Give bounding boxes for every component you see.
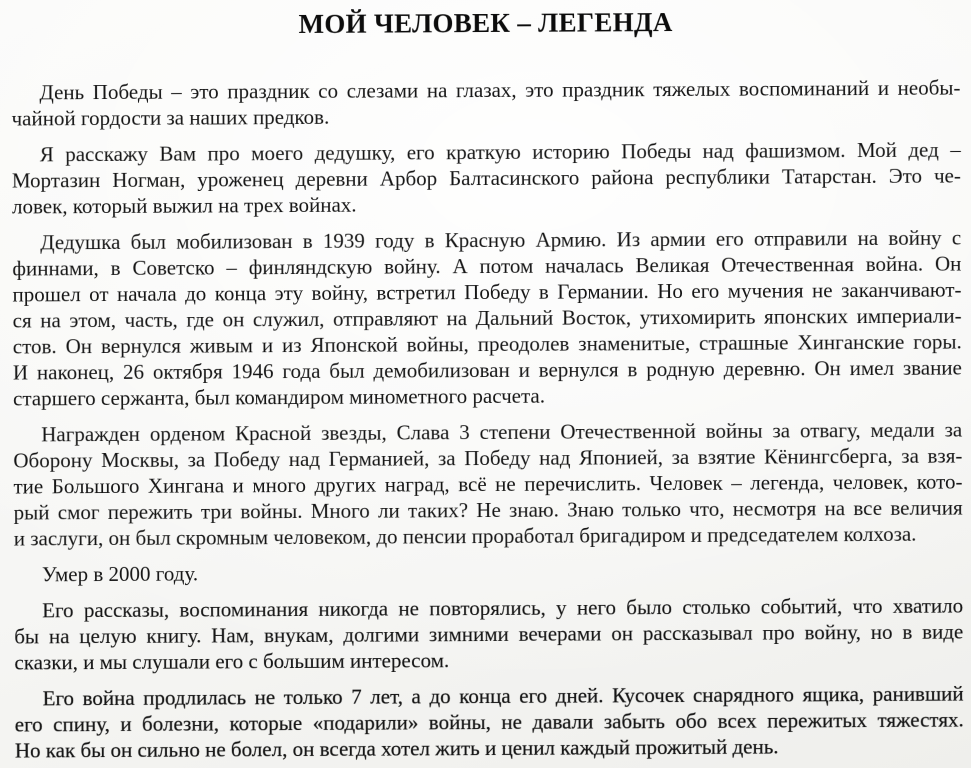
text-line: Его рассказы, воспоминания никогда не повторялись, у него было столько событий, что хватило xyxy=(42,593,964,623)
paragraph xyxy=(15,681,964,764)
document-content xyxy=(11,5,964,764)
text-line: Награжден орденом Красной звезды, Слава 3 степени Отечественной войны за отвагу, медали за xyxy=(41,417,963,447)
text-line: Его война продлилась не только 7 лет, а до конца его дней. Кусочек снарядного ящика, ранивший xyxy=(42,681,964,711)
text-line: Мортазин Ногман, уроженец деревни Арбор Балтасинского района республики Татарстан. Это че- xyxy=(11,163,961,193)
text-line: Дедушка был мобилизован в 1939 году в Красную Армию. Из армии его отправили на войну с xyxy=(40,225,962,255)
text-line: Оборону Москвы, за Победу над Германией, за Победу над Японией, за взятие Кёнингсберга, за взя- xyxy=(13,443,963,473)
paragraph xyxy=(12,137,961,220)
paragraph xyxy=(11,75,960,132)
text-line: Но как бы он сильно не болел, он всегда хотел жить и ценил каждый прожитый день. xyxy=(14,734,779,763)
paragraph xyxy=(14,557,963,588)
text-line: Я расскажу Вам про моего дедушку, его краткую историю Победы над фашизмом. Мой дед – xyxy=(39,137,961,167)
text-line: рый смог пережить три войны. Много ли таких? Не знаю. Знаю только что, несмотря на все величия xyxy=(13,495,963,525)
text-line: День Победы – это праздник со слезами на глазах, это праздник тяжелых воспоминаний и необы- xyxy=(39,75,961,105)
text-line: его спину, и болезни, которые «подарили» войны, не давали забыть обо всех пережитых тяжестях. xyxy=(14,707,964,737)
text-line: ся на этом, часть, где он служил, отправляют на Дальний Восток, утихомирить японских империали- xyxy=(12,303,962,333)
text-line: бы на целую книгу. Нам, внукам, долгими зимними вечерами он рассказывал про войну, но в виде xyxy=(14,619,964,649)
document-title: МОЙ ЧЕЛОВЕК – ЛЕГЕНДА xyxy=(298,7,673,39)
text-line: и заслуги, он был скромным человеком, до пенсии проработал бригадиром и председателем колхоза. xyxy=(13,521,917,551)
text-line: старшего сержанта, был командиром минометного расчета. xyxy=(12,383,546,411)
text-line: Умер в 2000 году. xyxy=(41,561,199,587)
text-line: тие Большого Хингана и много других наград, всё не перечислить. Человек – легенда, человек, кото- xyxy=(13,469,963,499)
paragraph xyxy=(13,417,963,552)
text-line: финнами, в Советско – финляндскую войну. А потом началась Великая Отечественная война. Он xyxy=(12,251,962,281)
text-line: ловек, который выжил на трех войнах. xyxy=(11,192,357,219)
text-line: сказки, и мы слушали его с большим интересом. xyxy=(14,648,450,675)
text-line: прошел от начала до конца эту войну, встретил Победу в Германии. Но его мучения не заканчивают- xyxy=(12,277,962,307)
paragraph xyxy=(12,225,962,412)
document-body xyxy=(11,75,964,764)
paragraph xyxy=(14,593,963,676)
text-line: И наконец, 26 октября 1946 года был демобилизован и вернулся в родную деревню. Он имел звание xyxy=(12,355,962,385)
text-line: чайной гордости за наших предков. xyxy=(11,104,330,131)
text-line: стов. Он вернулся живым и из Японской войны, преодолев знаменитые, страшные Хинганские горы. xyxy=(12,329,962,359)
